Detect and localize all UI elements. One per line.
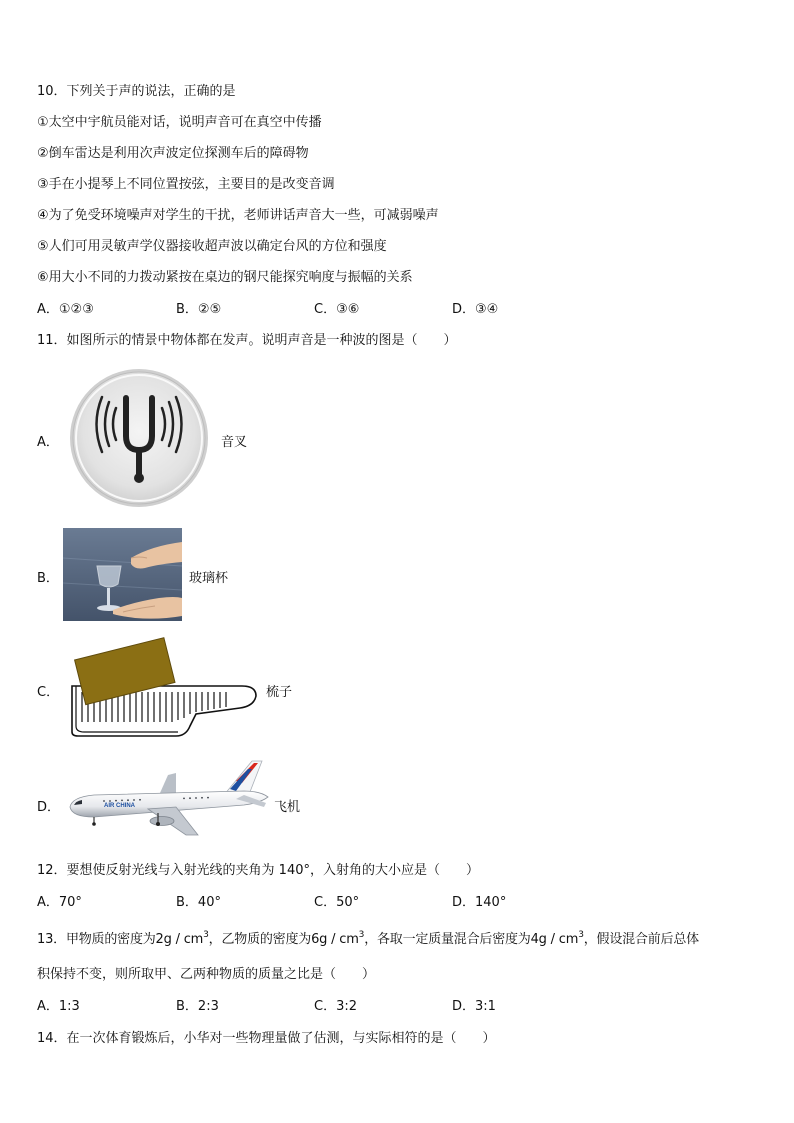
q13-option-c: C．3:2 bbox=[314, 999, 357, 1014]
q11-choice-c-caption: 梳子 bbox=[266, 685, 293, 700]
q12-option-b: B．40° bbox=[176, 895, 221, 910]
q13-density-2 bbox=[311, 932, 364, 947]
q13-density-3-value: 4g / cm bbox=[530, 932, 579, 947]
q11-stem: 11．如图所示的情景中物体都在发声。说明声音是一种波的图是（ ） bbox=[37, 333, 457, 348]
q10-option-b: B．②⑤ bbox=[176, 302, 222, 317]
q13-stem-part2: ，乙物质的密度为 bbox=[208, 932, 312, 947]
q10-item-5: ⑤人们可用灵敏声学仪器接收超声波以确定台风的方位和强度 bbox=[37, 239, 387, 254]
airplane-photo bbox=[64, 757, 274, 839]
q14-stem: 14．在一次体育锻炼后，小华对一些物理量做了估测，与实际相符的是（ ） bbox=[37, 1031, 496, 1046]
q13-option-b: B．2:3 bbox=[176, 999, 219, 1014]
q13-stem-line1 bbox=[37, 931, 699, 949]
q10-item-1: ①太空中宇航员能对话，说明声音可在真空中传播 bbox=[37, 115, 322, 130]
wine-glass-photo bbox=[63, 528, 182, 621]
q11-choice-b-letter: B． bbox=[37, 571, 59, 586]
q13-density-2-value: 6g / cm bbox=[311, 932, 359, 947]
q11-choice-b-caption: 玻璃杯 bbox=[189, 571, 229, 586]
q13-density-2-exp: 3 bbox=[358, 930, 365, 940]
q10-option-c: C．③⑥ bbox=[314, 302, 360, 317]
q13-density-1 bbox=[156, 932, 209, 947]
q13-stem-part3: ，各取一定质量混合后密度为 bbox=[364, 932, 531, 947]
q13-stem-line2: 积保持不变，则所取甲、乙两种物质的质量之比是（ ） bbox=[37, 967, 376, 982]
q13-density-1-value: 2g / cm bbox=[155, 932, 204, 947]
q11-choice-c-letter: C． bbox=[37, 685, 60, 700]
q11-choice-d-letter: D． bbox=[37, 800, 61, 815]
q11-choice-d-caption: 飞机 bbox=[274, 800, 301, 815]
q10-option-d: D．③④ bbox=[452, 302, 499, 317]
q13-stem-part1: 13．甲物质的密度为 bbox=[37, 932, 156, 947]
q13-density-3-exp: 3 bbox=[578, 930, 584, 940]
q13-option-a: A．1:3 bbox=[37, 999, 80, 1014]
q10-option-a: A．①②③ bbox=[37, 302, 94, 317]
q10-item-6: ⑥用大小不同的力拨动紧按在桌边的钢尺能探究响度与振幅的关系 bbox=[37, 270, 413, 285]
q13-option-d: D．3:1 bbox=[452, 999, 496, 1014]
q11-choice-a-letter: A． bbox=[37, 435, 59, 450]
q13-density-3 bbox=[531, 932, 584, 947]
comb-icon bbox=[66, 636, 260, 740]
q10-stem: 10．下列关于声的说法，正确的是 bbox=[37, 84, 236, 99]
q11-choice-a-caption: 音叉 bbox=[221, 435, 248, 450]
q12-option-d: D．140° bbox=[452, 895, 507, 910]
q12-stem: 12．要想使反射光线与入射光线的夹角为 140°，入射角的大小应是（ ） bbox=[37, 863, 479, 878]
tuning-fork-icon bbox=[66, 368, 212, 508]
q12-option-a: A．70° bbox=[37, 895, 82, 910]
q10-item-4: ④为了免受环境噪声对学生的干扰，老师讲话声音大一些，可减弱噪声 bbox=[37, 208, 439, 223]
q10-item-2: ②倒车雷达是利用次声波定位探测车后的障碍物 bbox=[37, 146, 309, 161]
q13-stem-part4: ，假设混合前后总体 bbox=[583, 932, 699, 947]
q12-option-c: C．50° bbox=[314, 895, 360, 910]
airplane-livery: AIR CHINA bbox=[104, 803, 135, 809]
q10-item-3: ③手在小提琴上不同位置按弦，主要目的是改变音调 bbox=[37, 177, 335, 192]
q13-density-1-exp: 3 bbox=[203, 930, 209, 940]
